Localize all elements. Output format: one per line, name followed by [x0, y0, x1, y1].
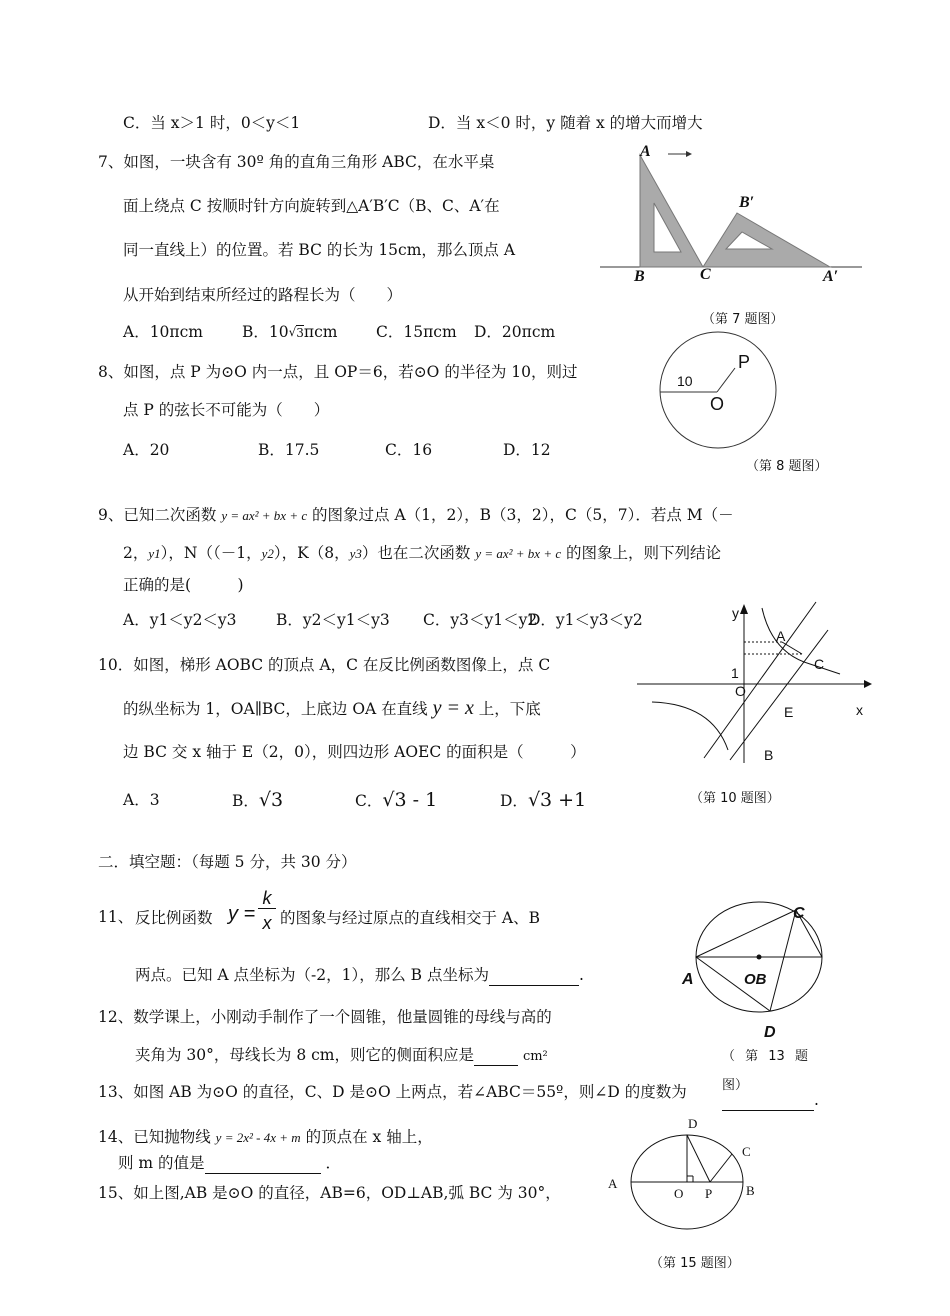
q13-answer-area: . [722, 1090, 819, 1111]
q6-option-c: C．当 x＞1 时，0＜y＜1 [123, 114, 301, 132]
q7-option-d: D．20πcm [474, 323, 556, 341]
q7-triangle-rotated [703, 213, 830, 267]
q12-answer-blank[interactable] [474, 1045, 518, 1066]
q9-option-d: D．y1＜y3＜y2 [528, 611, 643, 629]
q7-label-b: B [634, 268, 645, 285]
q11-equation-y: y = [228, 903, 256, 925]
q11-equation-x: x [262, 913, 272, 933]
q13-answer-blank[interactable] [722, 1090, 814, 1111]
q8-line-2: 点 P 的弦长不可能为（ ） [123, 401, 330, 419]
q9-line-1: 9、已知二次函数 y = ax² + bx + c 的图象过点 A（1，2），B（3，2），C（5，7）．若点 M（－ [98, 506, 734, 524]
q9-option-b: B．y2＜y1＜y3 [276, 611, 390, 629]
q13-figure-caption-2: 图） [722, 1078, 749, 1093]
q7-figure-caption: （第 7 题图） [702, 312, 784, 327]
q8-label-p: P [738, 352, 751, 372]
q11-text-b: 的图象与经过原点的直线相交于 A、B [280, 909, 541, 927]
q7-line-2: 面上绕点 C 按顺时针方向旋转到△A′B′C（B、C、A′在 [123, 197, 500, 215]
q15-label-a: A [608, 1176, 618, 1191]
q15-label-d: D [688, 1116, 698, 1131]
q7-option-b: B．10√3πcm [242, 323, 338, 341]
q7-line-4: 从开始到结束所经过的路程长为（ ） [123, 286, 403, 304]
q10-label-e: E [784, 704, 794, 720]
q14-answer-blank[interactable] [205, 1153, 321, 1174]
q7-label-a-prime: A′ [823, 268, 839, 285]
q11-text-a: 反比例函数 [135, 909, 213, 927]
q7-line-3: 同一直线上）的位置。若 BC 的长为 15cm，那么顶点 A [123, 241, 516, 259]
q9-formula: y = ax² + bx + c [221, 508, 308, 523]
q12-line-2: 夹角为 30°，母线长为 8 cm，则它的侧面积应是 cm² [135, 1046, 548, 1064]
q10-line-1: 10．如图，梯形 AOBC 的顶点 A，C 在反比例函数图像上，点 C [98, 656, 551, 674]
q10-option-d: D．√3 +1 [500, 789, 587, 811]
q8-label-radius: 10 [677, 373, 693, 389]
q13-line-1: 13、如图 AB 为⊙O 的直径，C、D 是⊙O 上两点，若∠ABC＝55º，则∠D 的度数为 [98, 1083, 687, 1101]
q12-line-1: 12、数学课上，小刚动手制作了一个圆锥，他量圆锥的母线与高的 [98, 1008, 552, 1026]
q11-equation-k: k [258, 888, 276, 909]
q10-option-a: A．3 [123, 791, 160, 809]
q9-option-a: A．y1＜y2＜y3 [123, 611, 237, 629]
q13-label-a: A [682, 971, 694, 988]
q10-figure-caption: （第 10 题图） [690, 791, 780, 806]
q7-option-c: C．15πcm [376, 323, 457, 341]
q10-label-a: A [776, 628, 786, 644]
q15-line-1: 15、如上图,AB 是⊙O 的直径，AB=6，OD⊥AB,弧 BC 为 30°， [98, 1184, 561, 1202]
q10-label-b: B [764, 747, 774, 763]
q9-line-3: 正确的是( ) [123, 576, 244, 594]
q10-label-c: C [814, 656, 825, 672]
q7-label-b-prime: B′ [739, 194, 755, 211]
q13-label-d: D [764, 1024, 776, 1041]
q7-figure [598, 145, 868, 285]
q7-option-a: A．10πcm [123, 323, 203, 341]
q10-label-x: x [856, 702, 863, 718]
q10-label-y: y [732, 605, 739, 621]
q9-line-2: 2，y1），N（（－1，y2），K（8，y3）也在二次函数 y = ax² + bx + c 的图象上，则下列结论 [123, 544, 722, 562]
q13-label-ob: OB [744, 971, 767, 988]
q8-option-c: C．16 [385, 441, 433, 459]
q6-option-d: D．当 x＜0 时，y 随着 x 的增大而增大 [428, 114, 703, 132]
q8-line-1: 8、如图，点 P 为⊙O 内一点，且 OP＝6，若⊙O 的半径为 10，则过 [98, 363, 578, 381]
q15-label-o: O [674, 1186, 684, 1201]
q8-figure [655, 330, 785, 450]
q10-line-3: 边 BC 交 x 轴于 E（2，0），则四边形 AOEC 的面积是（ ） [123, 743, 586, 761]
q10-option-c: C．√3 - 1 [355, 789, 438, 811]
q15-label-c: C [742, 1144, 751, 1159]
q11-number: 11、 [98, 908, 134, 926]
q14-line-1: 14、已知抛物线 y = 2x² - 4x + m 的顶点在 x 轴上， [98, 1128, 433, 1146]
q15-label-b: B [746, 1183, 755, 1198]
q15-figure [628, 1120, 748, 1230]
q15-figure-caption: （第 15 题图） [650, 1256, 740, 1271]
section-2-title: 二．填空题：（每题 5 分，共 30 分） [98, 853, 357, 871]
q13-figure [692, 898, 832, 1018]
q8-option-d: D．12 [503, 441, 551, 459]
q10-label-o: O [735, 683, 746, 699]
q14-formula: y = 2x² - 4x + m [215, 1130, 301, 1145]
q11-answer-blank[interactable] [489, 965, 579, 986]
q10-label-one: 1 [731, 665, 739, 681]
q15-label-p: P [705, 1186, 713, 1201]
q13-label-c: C [793, 905, 805, 922]
q8-label-o: O [710, 394, 725, 414]
q8-option-a: A．20 [123, 441, 170, 459]
q9-option-c: C．y3＜y1＜y2 [423, 611, 538, 629]
q8-figure-caption: （第 8 题图） [746, 459, 828, 474]
q10-figure [632, 598, 872, 768]
q10-option-b: B．√3 [232, 789, 284, 811]
q7-label-c: C [700, 266, 711, 283]
q13-figure-caption-1: （ 第 13 题 [722, 1049, 808, 1064]
q10-line-2: 的纵坐标为 1，OA∥BC，上底边 OA 在直线 y = x 上，下底 [123, 697, 541, 719]
q14-line-2: 则 m 的值是 ． [118, 1154, 342, 1172]
q11-line-2: 两点。已知 A 点坐标为（-2，1），那么 B 点坐标为 . [135, 966, 584, 984]
q7-line-1: 7、如图，一块含有 30º 角的直角三角形 ABC，在水平桌 [98, 153, 495, 171]
q8-option-b: B．17.5 [258, 441, 320, 459]
q7-label-a: A [640, 143, 651, 160]
